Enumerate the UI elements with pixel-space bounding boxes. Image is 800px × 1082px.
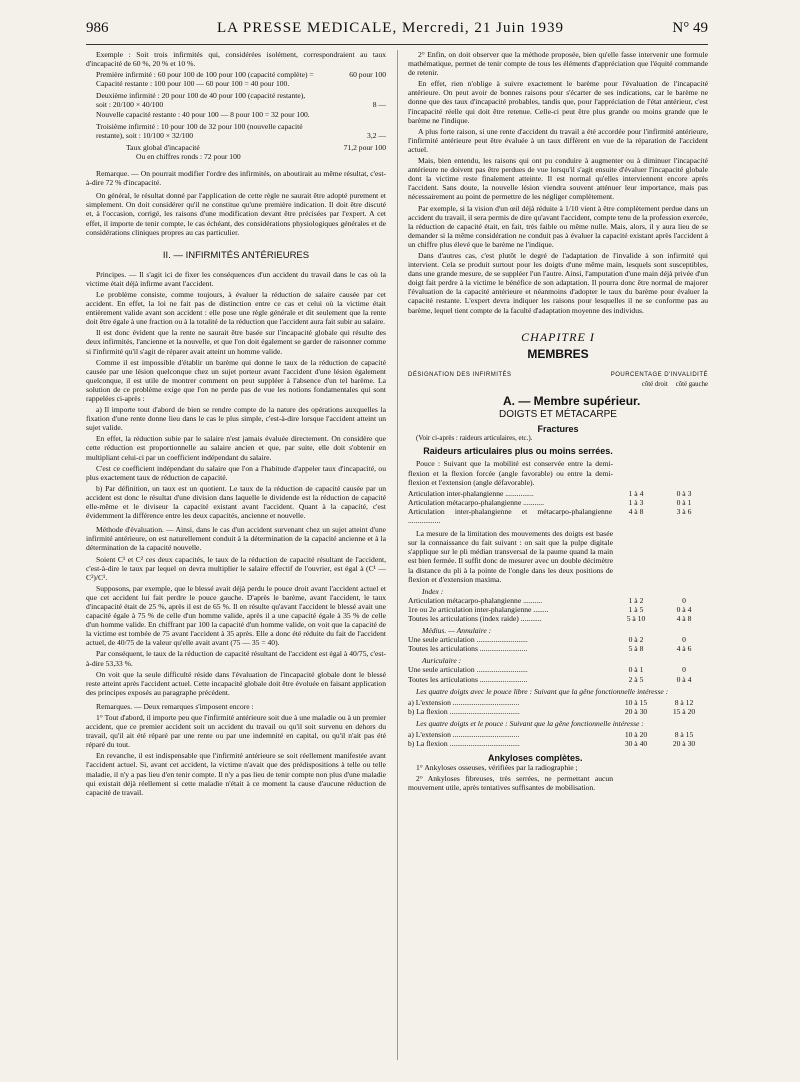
body-paragraph: a) Il importe tout d'abord de bien se rendre compte de la nature des opérations auxquelles la fixation d'une rente donne lieu dans le cas le plus simple, c'est-à-dire lorsque l'accident atteint un sujet valide. <box>86 405 386 433</box>
right-column <box>408 50 708 795</box>
table-row: Articulation métacarpo-phalangienne .......... 1 à 2 0 <box>408 595 686 605</box>
body-paragraph: Par exemple, si la vision d'un œil déjà réduite à 1/10 vient à être complètement perdue dans un accident du travail, il sera permis de dire qu'avant l'accident, compte tenu de la profession exercée, la réduction de capacité était, en fait, très faible ou même nulle. Mais, alors, il y aura lieu de se demander si la même considération ne conduit pas à évaluer la capacité existant après l'accident à un chiffre plus élevé que le barème ne l'indique. <box>408 203 708 249</box>
body-paragraph: Principes. — Il s'agit ici de fixer les conséquences d'un accident du travail dans le cas où la victime était déjà infirme avant l'accident. <box>86 269 386 288</box>
example-value: 3,2 — <box>367 130 386 140</box>
table-row: b) La flexion ..................................... 30 à 40 20 à 30 <box>408 739 696 749</box>
example-line: Première infirmité : 60 pour 100 de 100 pour 100 (capacité complète) = <box>96 70 314 80</box>
section-heading: II. — INFIRMITÉS ANTÉRIEURES <box>162 249 310 261</box>
table-row: Une seule articulation ........................... 0 à 2 0 <box>408 635 686 645</box>
fractures-note: (Voir ci-après : raideurs articulaires, etc.). <box>416 434 533 443</box>
example-value <box>326 110 386 119</box>
body-paragraph: Il est donc évident que la rente ne saurait être basée sur l'incapacité globale qui résulte des deux infirmités, l'ancienne et la nouvelle, et que l'on doit également se garder de raisonner comme si l'infirmité qu'il s'agit de réparer avait atteint un homme valide. <box>86 328 386 356</box>
quatre-doigts-pouce-note: Les quatre doigts et le pouce : Suivant que la gêne fonctionnelle intéresse : <box>416 718 644 728</box>
example-line: Nouvelle capacité restante : 40 pour 100 — 8 pour 100 = 32 pour 100. <box>96 109 310 119</box>
table-column-headers <box>408 371 708 380</box>
body-paragraph: 2° Enfin, on doit observer que la méthode proposée, bien qu'elle fasse intervenir une formule mathématique, permet de tenir compte de tous les éléments d'appréciation que l'équité commande de retenir. <box>408 50 708 78</box>
example-value: 8 — <box>372 100 386 110</box>
table-row: 1re ou 2e articulation inter-phalangienne ........ 1 à 5 0 à 4 <box>408 604 692 614</box>
body-paragraph: Comme il est impossible d'établir un barème qui donne le taux de la réduction de capacité causée par une lésion quelconque chez un sujet porteur avant l'accident d'une lésion également quelconque, il est utile de montrer comment on peut suppléer à l'absence d'un tel barème. La solution de ce problème exige que l'on ne perde pas de vue les notions fondamentales qui sont rappelées ci-après : <box>86 357 386 403</box>
body-paragraph: En revanche, il est indispensable que l'infirmité antérieure se soit réellement manifestée avant l'accident actuel. Si, avant cet accident, la victime n'avait que des prédispositions à telle ou telle maladie, il n'y a pas lieu d'en tenir compte. Il n'y a pas lieu de tenir compte non plus d'une maladie qui existait déjà réellement si cette maladie n'était à ce moment la cause d'aucune réduction de capacité de travail. <box>86 751 386 797</box>
example-round: Ou en chiffres ronds : 72 pour 100 <box>136 151 241 161</box>
side-headers <box>408 380 708 389</box>
chapter-title: MEMBRES <box>527 346 589 361</box>
col-percent: POURCENTAGE D'INVALIDITÉ <box>610 371 708 378</box>
subsection-heading: A. — Membre supérieur. <box>503 394 641 408</box>
table-row: b) La flexion ..................................... 20 à 30 15 à 20 <box>408 706 696 716</box>
body-paragraph: Supposons, par exemple, que le blessé avait déjà perdu le pouce droit avant l'accident actuel et que cet accident lui fait perdre le pouce gauche. D'après le barème, avant l'accident, le taux d'incapacité était de 25 %, après il est de 65 %. Il en résulte qu'avant l'accident le blessé avait une capacité égale à 75 % de celle d'un homme valide, après il a une capacité égale à 35 % de celle d'un homme valide. En chiffrant par 100 la capacité d'un homme valide, on voit que la capacité de la victime est tombée de 75 avant l'accident à 35 après. Elle a donc été réduite du fait de l'accident actuel, de 40/75 de la valeur qu'elle avait avant (75 — 35 = 40). <box>86 583 386 648</box>
example-value: 60 pour 100 <box>349 70 386 80</box>
table-row: Toutes les articulations ......................... 5 à 8 4 à 6 <box>408 644 692 654</box>
body-paragraph: Mais, bien entendu, les raisons qui ont pu conduire à augmenter ou à diminuer l'incapacité antérieure ne doivent pas être perdues de vue lorsqu'il s'agit ensuite d'évaluer l'incapacité globale dont la victime reste finalement atteinte. Il est normal qu'elles interviennent encore après l'accident. Sans doute, la nouvelle lésion viendra souvent atténuer leur importance, mais pas nécessairement au point de permettre de les négliger complètement. <box>408 156 708 202</box>
example-line: soit : 20/100 × 40/100 <box>96 100 164 110</box>
side-right-label: côté droit <box>641 380 668 388</box>
example-total-label: Taux global d'incapacité <box>126 142 200 152</box>
column-divider <box>397 50 398 1060</box>
example-value <box>326 79 386 88</box>
auriculaire-label: Auriculaire : <box>422 656 462 666</box>
example-line: restante), soit : 10/100 × 32/100 <box>96 130 194 140</box>
side-left-label: côté gauche <box>675 380 708 388</box>
medius-label: Médius. — Annulaire : <box>422 626 492 636</box>
page-number: 986 <box>86 20 109 36</box>
page-header <box>86 20 708 42</box>
body-paragraph: Dans d'autres cas, c'est plutôt le degré de l'adaptation de l'invalide à son infirmité qui intervient. Cela se produit surtout pour les doigts d'une même main, lesquels sont susceptibles, dans une grande mesure, de se suppléer l'un l'autre. Ainsi, l'amputation d'une main déjà privée d'un doigt fait perdre à la victime le bénéfice de son adaptation. Il pourra donc être normal de majorer l'évaluation de la capacité antérieure et néanmoins d'adopter le taux du barème pour évaluer la capacité restante. L'expert devra indiquer les raisons pour lesquelles il ne se conforme pas au barème, lequel tient compte de la faculté d'adaptation moyenne des individus. <box>408 250 708 315</box>
general-paragraph: On général, le résultat donné par l'application de cette règle ne saurait être adopté purement et simplement. On doit considérer qu'il ne constitue qu'une première indication. Il doit être discuté et, à l'occasion, corrigé, les raisons d'une modification devant être précisées par l'expert. A cet effet, il importe de tenir compte, le cas échéant, des considérations physiologiques générales et de considérations cliniques propres au cas particulier. <box>86 191 386 237</box>
body-paragraph: A plus forte raison, si une rente d'accident du travail a été accordée pour l'infirmité antérieure, l'infirmité antérieure peut être évaluée à un taux différent en vue de la réparation de l'accident actuel. <box>408 126 708 154</box>
table-row: Articulation inter-phalangienne et métacarpo-phalangienne ................. 4 à 8 3 à 6 <box>408 506 692 526</box>
table-row: Une seule articulation ........................... 0 à 1 0 <box>408 665 686 675</box>
example-intro: Exemple : Soit trois infirmités qui, considérées isolément, correspondraient au taux d'incapacité de 60 %, 20 % et 10 %. <box>86 50 386 69</box>
example-value <box>326 91 386 100</box>
body-paragraph: Le problème consiste, comme toujours, à évaluer la réduction de salaire causée par cet accident. En effet, la loi ne fait pas de distinction entre ce cas et celui où la victime était entièrement valide avant son accident : elle pose une règle générale et dit seulement que la rente doit être égale à une fraction ou à la totalité de la réduction que l'accident aura fait subir au salaire. <box>86 289 386 327</box>
left-column <box>86 50 386 799</box>
pouce-paragraph: Pouce : Suivant que la mobilité est conservée entre la demi-flexion et la flexion forcée (angle favorable) ou entre la demi-flexion et l'extension (angle défavorable). <box>408 459 613 487</box>
table-row: a) L'extension ................................... 10 à 15 8 à 12 <box>408 697 694 707</box>
table-row: Articulation métacarpo-phalangienne ........... 1 à 3 0 à 1 <box>408 497 692 507</box>
table-row: a) L'extension ................................... 10 à 20 8 à 15 <box>408 730 694 739</box>
body-paragraph: En effet, la réduction subie par le salaire n'est jamais évaluée directement. On considère que cette réduction est proportionnelle au salaire ancien et que, par suite, elle doit s'obtenir en multipliant celui-ci par un coefficient indépendant du salaire. <box>86 434 386 462</box>
heading-ankyloses: Ankyloses complètes. <box>488 753 583 764</box>
journal-title: LA PRESSE MEDICALE, Mercredi, 21 Juin 1939 <box>216 20 564 36</box>
body-paragraph: 1° Tout d'abord, il importe peu que l'infirmité antérieure soit due à une maladie ou à un premier accident, que ce premier accident soit un accident du travail ou qu'il soit survenu en dehors du travail, qu'il ait été réparé par une rente ou par une indemnité en capital, ou qu'il n'ait pas été réparé du tout. <box>86 713 386 750</box>
example-value <box>326 152 386 161</box>
example-line: Troisième infirmité : 10 pour 100 de 32 pour 100 (nouvelle capacité <box>96 121 303 131</box>
example-total-value: 71,2 pour 100 <box>343 142 386 152</box>
col-designation: DÉSIGNATION DES INFIRMITÉS <box>408 371 512 378</box>
ankylose-item: 1° Ankyloses osseuses, vérifiées par la radiographie ; <box>416 763 578 773</box>
quatre-doigts-note: Les quatre doigts avec le pouce libre : Suivant que la gêne fonctionnelle intéresse : <box>416 686 669 696</box>
subsection-heading: DOIGTS ET MÉTACARPE <box>499 409 617 421</box>
mesure-paragraph: La mesure de la limitation des mouvements des doigts est basée sur la connaissance du fait suivant : on sait que la pulpe digitale s'applique sur le pli médian transversal de la paume quand la main est bien fermée. Il suffit donc de mesurer avec un double décimètre la distance du pli à la pointe de l'ongle dans les deux positions de flexion et d'extension maxima. <box>408 529 613 584</box>
index-label: Index : <box>422 586 444 596</box>
table-row: Toutes les articulations ......................... 2 à 5 0 à 4 <box>408 674 692 684</box>
body-paragraph: Par conséquent, le taux de la réduction de capacité résultant de l'accident est égal à 40/75, c'est-à-dire 53,33 %. <box>86 649 386 668</box>
example-block <box>86 70 386 161</box>
remark-paragraph: Remarque. — On pourrait modifier l'ordre des infirmités, on aboutirait au même résultat, c'est-à-dire 72 % d'incapacité. <box>86 169 386 188</box>
body-paragraph: Méthode d'évaluation. — Ainsi, dans le cas d'un accident survenant chez un sujet atteint d'une infirmité antérieure, on est naturellement conduit à la détermination de la capacité ancienne et à la détermination de la capacité nouvelle. <box>86 525 386 553</box>
table-row: Toutes les articulations (index raide) ........... 5 à 10 4 à 8 <box>408 613 692 623</box>
body-paragraph: Soient C¹ et C² ces deux capacités, le taux de la réduction de capacité résultant de l'accident, c'est-à-dire le taux par lequel on devra multiplier le salaire effectif de l'ouvrier, est égal à (C¹ — C²)/C¹. <box>86 554 386 582</box>
body-paragraph: C'est ce coefficient indépendant du salaire que l'on a l'habitude d'appeler taux d'incapacité, ou plus exactement taux de réduction de capacité. <box>86 463 386 482</box>
table-row: Articulation inter-phalangienne ............... 1 à 4 0 à 3 <box>408 488 692 498</box>
example-line: Deuxième infirmité : 20 pour 100 de 40 pour 100 (capacité restante), <box>96 91 306 101</box>
chapter-label: CHAPITRE I <box>521 329 595 344</box>
example-line: Capacité restante : 100 pour 100 — 60 pour 100 = 40 pour 100. <box>96 79 290 89</box>
heading-raideurs: Raideurs articulaires plus ou moins serrées. <box>423 446 613 457</box>
issue-number: N° 49 <box>672 20 708 36</box>
body-paragraph: Remarques. — Deux remarques s'imposent encore : <box>96 701 254 711</box>
example-value <box>326 122 386 131</box>
header-rule <box>86 44 708 45</box>
body-paragraph: En effet, rien n'oblige à suivre exactement le barème pour l'évaluation de l'incapacité antérieure. On peut avoir de bonnes raisons pour s'écarter de ses indications, car le barème ne donne que des taux d'incapacité probables, tandis que, pour l'appréciation de l'état antérieur, c'est l'incapacité réelle qui doit être retenue. Celle-ci peut être plus grande ou moins grande que le barème ne l'indique. <box>408 79 708 125</box>
heading-fractures: Fractures <box>537 424 579 435</box>
body-paragraph: On voit que la seule difficulté réside dans l'évaluation de l'incapacité globale dont le blessé reste atteint après l'accident actuel. Cette incapacité globale doit être évoluée en faisant application des principes exposés au paragraphe précédent. <box>86 669 386 697</box>
body-paragraph: b) Par définition, un taux est un quotient. Le taux de la réduction de capacité causée par un accident est donc le résultat d'une division dans laquelle le dividende est la réduction de capacité elle-même et le diviseur la capacité existant avant l'accident. Quant à la capacité, c'est évidemment la différence entre les deux capacités, ancienne et nouvelle. <box>86 483 386 521</box>
ankylose-item: 2° Ankyloses fibreuses, très serrées, ne permettant aucun mouvement utile, après tentatives suffisantes de mobilisation. <box>408 774 613 793</box>
table-pouce <box>408 489 708 525</box>
